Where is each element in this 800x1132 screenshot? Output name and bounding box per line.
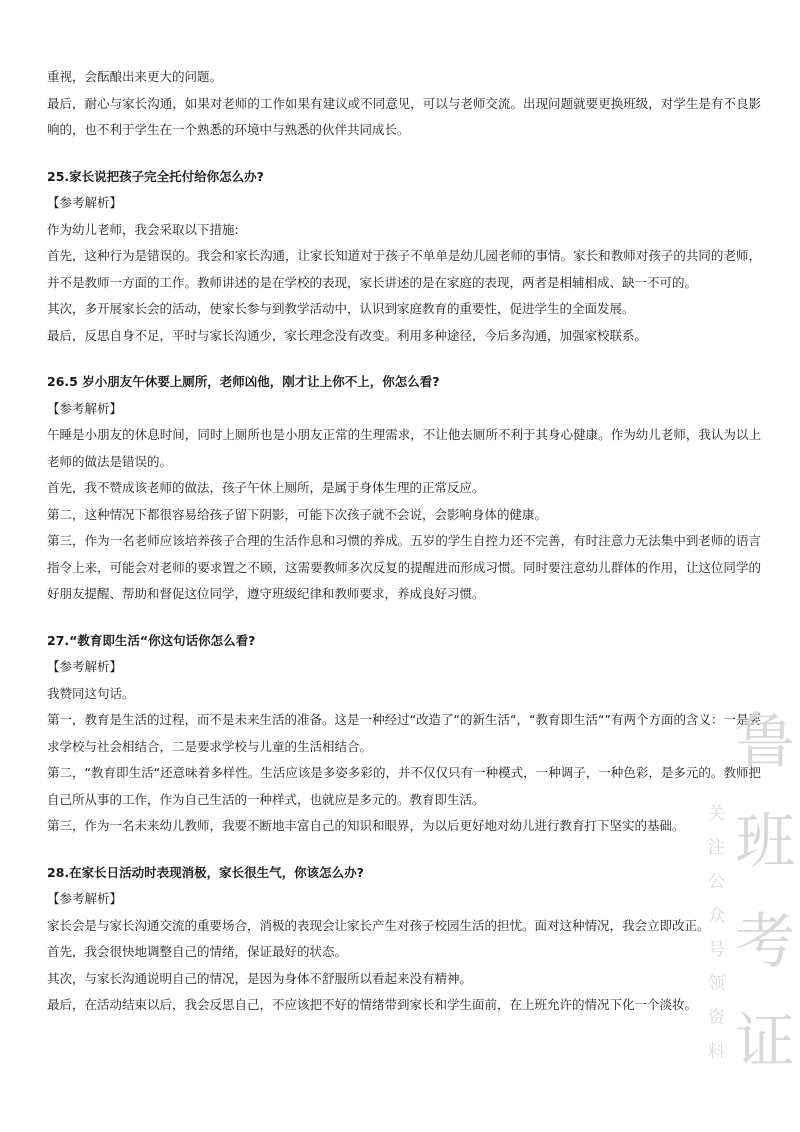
question-title: 27.“教育即生活“你这句话你怎么看? [47,632,256,648]
watermark-small-char: 领 [708,974,725,994]
question-26 [47,369,761,608]
answer-label: 【参考解析】 [47,891,123,906]
watermark-small-char: 料 [708,1042,725,1062]
watermark-char: 证 [735,1007,795,1077]
answer-paragraph: 第三，作为一名老师应该培养孩子合理的生活作息和习惯的养成。五岁的学生自控力还不完善，有时注意力无法集中到老师的语言指令上来，可能会对老师的要求置之不顾，这需要教师多次反复的提醒进而形成习惯。同时要注意幼儿群体的作用，让这位同学的好朋友提醒、帮助和督促这位同学，遵守班级纪律和教师要求，养成良好习惯。 [47,533,761,601]
watermark-small-char: 众 [708,906,725,926]
watermark-char: 班 [735,807,795,877]
answer-paragraph: 最后，反思自身不足，平时与家长沟通少，家长理念没有改变。利用多种途径，今后多沟通，加强家校联系。 [47,327,648,343]
answer-paragraph: 第二，这种情况下都很容易给孩子留下阴影，可能下次孩子就不会说，会影响身体的健康。 [47,506,548,522]
answer-paragraph: 家长会是与家长沟通交流的重要场合，消极的表现会让家长产生对孩子校园生活的担忧。面对这种情况，我会立即改正。 [47,917,710,933]
answer-paragraph: 我赞同这句话。 [47,685,135,701]
intro-section [47,64,761,144]
answer-paragraph: 最后，在活动结束以后，我会反思自己，不应该把不好的情绪带到家长和学生面前，在上班允许的情况下化一个淡妆。 [47,997,698,1012]
watermark-char: 考 [735,907,795,977]
answer-paragraph: 首先，这种行为是错误的。我会和家长沟通，让家长知道对于孩子不单单是幼儿园老师的事情。家长和教师对孩子的共同的老师，并不是教师一方面的工作。教师讲述的是在学校的表现，家长讲述的是在家庭的表现，两者是相辅相成、缺一不可的。 [47,248,761,290]
answer-paragraph: 午睡是小朋友的休息时间，同时上厕所也是小朋友正常的生理需求，不让他去厕所不利于其身心健康。作为幼儿老师，我认为以上老师的做法是错误的。 [47,427,761,469]
answer-paragraph: 其次，与家长沟通说明自己的情况，是因为身体不舒服所以看起来没有精神。 [47,970,473,986]
watermark-small-char: 关 [708,804,725,824]
watermark-small-char: 注 [708,838,725,858]
watermark-small-char: 资 [708,1008,725,1028]
answer-paragraph: 第一，教育是生活的过程，而不是未来生活的准备。这是一种经过“改造了“的新生活“，“教育即生活“”有两个方面的含义：一是要求学校与社会相结合，二是要求学校与儿童的生活相结合。 [47,712,761,754]
question-title: 28.在家长日活动时表现消极，家长很生气，你该怎么办? [47,864,364,880]
intro-line: 重视，会酝酿出来更大的问题。 [47,69,223,84]
answer-paragraph: 首先，我会很快地调整自己的情绪，保证最好的状态。 [47,944,348,959]
watermark-small-char: 号 [708,940,725,960]
watermark-char: 鲁 [735,707,795,777]
answer-label: 【参考解析】 [47,400,123,416]
question-25 [47,164,761,350]
answer-paragraph: 第三，作为一名未来幼儿教师，我要不断地丰富自己的知识和眼界，为以后更好地对幼儿进行教育打下坚实的基础。 [47,818,685,833]
intro-line: 最后，耐心与家长沟通，如果对老师的工作如果有建议或不同意见，可以与老师交流。出现问题就要更换班级，对学生是有不良影响的，也不利于学生在一个熟悉的环境中与熟悉的伙伴共同成长。 [47,95,761,137]
answer-label: 【参考解析】 [47,195,123,210]
question-28 [47,860,761,1019]
answer-paragraph: 首先，我不赞成该老师的做法，孩子午休上厕所，是属于身体生理的正常反应。 [47,480,485,495]
question-title: 26.5 岁小朋友午休要上厕所，老师凶他，刚才让上你不上，你怎么看? [47,374,440,389]
answer-paragraph: 其次，多开展家长会的活动，使家长参与到教学活动中，认识到家庭教育的重要性，促进学生的全面发展。 [47,301,635,316]
document-page [47,64,761,1019]
question-title: 25.家长说把孩子完全托付给你怎么办? [47,168,264,184]
question-27 [47,628,761,840]
answer-paragraph: 作为幼儿老师，我会采取以下措施: [47,221,239,237]
answer-paragraph: 第二，“教育即生活“还意味着多样性。生活应该是多姿多彩的，并不仅仅只有一种模式，一种调子，一种色彩，是多元的。教师把自己所从事的工作，作为自己生活的一种样式，也就应是多元的。教育即生活。 [47,765,761,807]
answer-label: 【参考解析】 [47,659,123,674]
watermark-small-char: 公 [708,872,725,892]
